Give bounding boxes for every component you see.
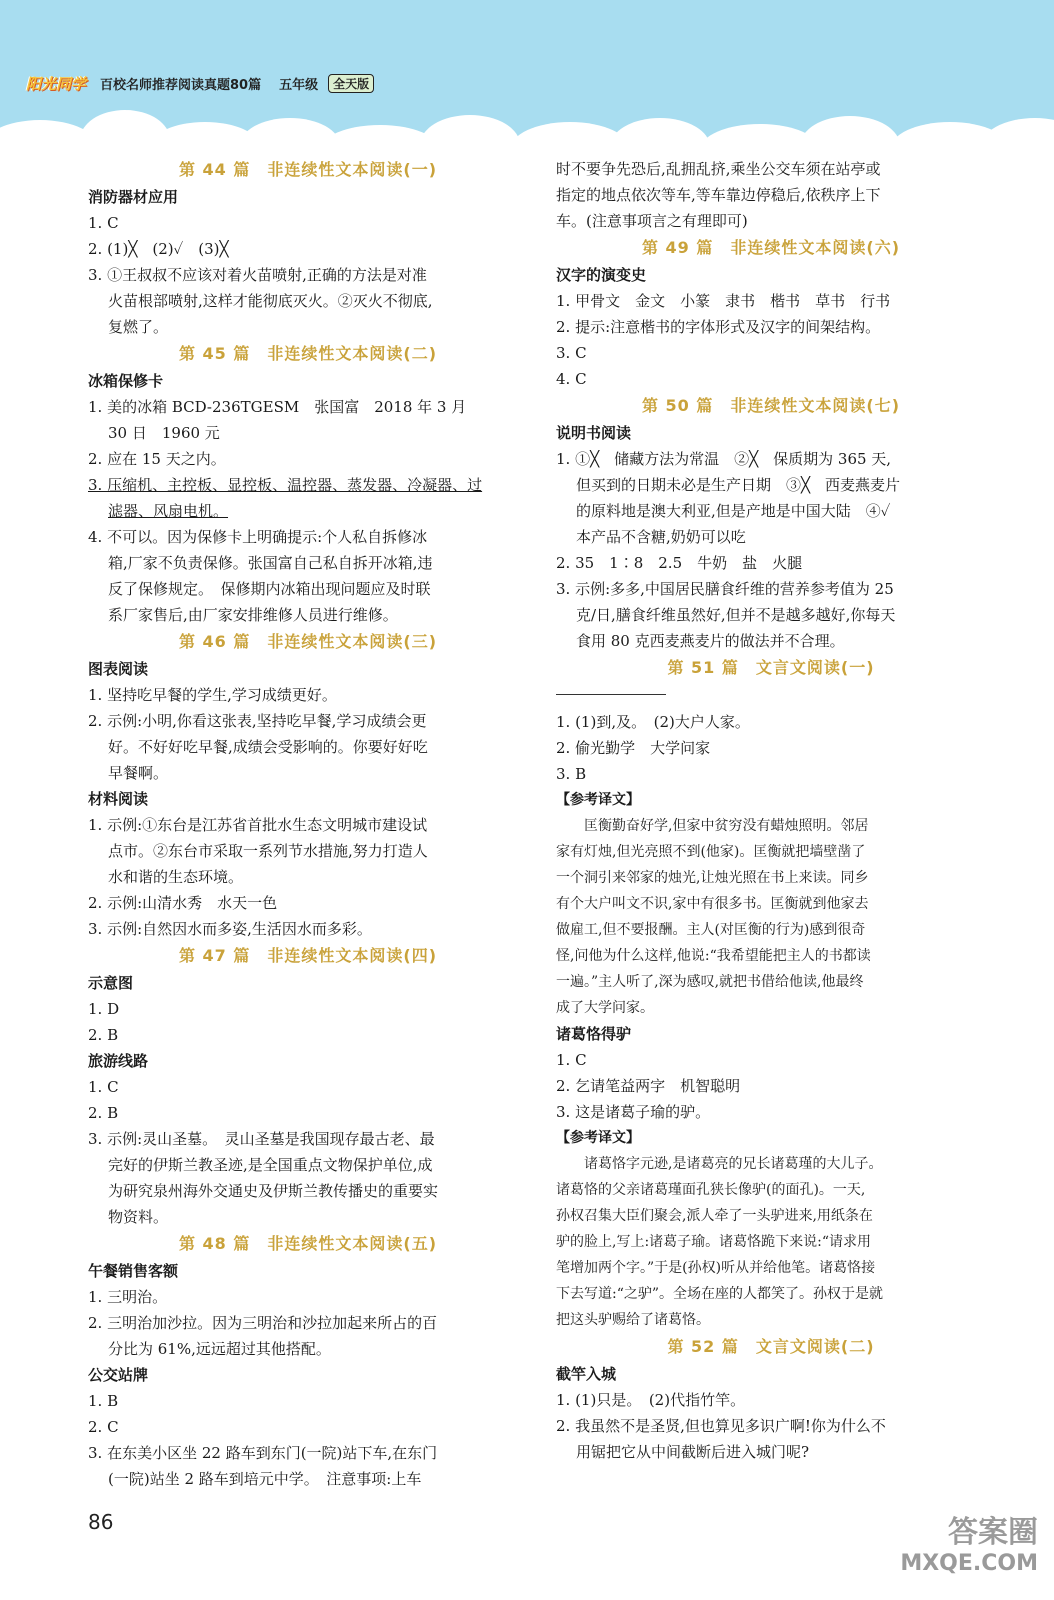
answer-line: 3. 示例:自然因水而多姿,生活因水而多彩。 xyxy=(88,920,372,938)
answer-continuation: 完好的伊斯兰教圣迹,是全国重点文物保护单位,成 xyxy=(108,1156,433,1174)
answer-line: 1. 甲骨文 金文 小篆 隶书 楷书 草书 行书 xyxy=(556,292,891,310)
translation-line: 成了大学问家。 xyxy=(556,1000,654,1016)
answer-continuation: 食用 80 克西麦燕麦片的做法并不合理。 xyxy=(576,632,845,650)
answer-line: 2. 乞请笔益两字 机智聪明 xyxy=(556,1077,741,1095)
answer-line: 1. C xyxy=(88,1078,119,1096)
section-heading: 第 51 篇 文言文阅读(一) xyxy=(667,658,875,677)
answer-line: 2. 应在 15 天之内。 xyxy=(88,450,226,468)
answer-line: 1. D xyxy=(88,1000,120,1018)
section-heading: 第 47 篇 非连续性文本阅读(四) xyxy=(178,946,438,965)
answer-line: 2. C xyxy=(88,1418,119,1436)
answer-blank xyxy=(556,694,666,709)
edition-badge: 全天版 xyxy=(328,74,374,93)
answer-line: 2. 偷光勤学 大学问家 xyxy=(556,739,711,757)
watermark-logo xyxy=(858,1516,1038,1588)
watermark-url: MXQE.COM xyxy=(900,1551,1038,1576)
translation-line: 一遍。”主人听了,深为感叹,就把书借给他读,他最终 xyxy=(556,974,864,990)
answer-line: 2. 提示:注意楷书的字体形式及汉字的间架结构。 xyxy=(556,318,881,336)
answer-continuation: 滤器、风扇电机。 xyxy=(108,502,229,520)
answer-continuation: 的原料地是澳大利亚,但是产地是中国大陆 ④✓ xyxy=(576,502,891,520)
subsection-title: 材料阅读 xyxy=(88,790,149,808)
answer-line: 2. 35 1∶8 2.5 牛奶 盐 火腿 xyxy=(556,554,803,572)
subsection-title: 午餐销售客额 xyxy=(88,1262,179,1280)
answer-continuation: 点市。②东台市采取一系列节水措施,努力打造人 xyxy=(108,842,428,860)
answer-line: 3. ①王叔叔不应该对着火苗喷射,正确的方法是对准 xyxy=(88,266,427,284)
translation-line: 诸葛恪的父亲诸葛瑾面孔狭长像驴(的面孔)。一天, xyxy=(556,1182,866,1198)
answer-continuation: 系厂家售后,由厂家安排维修人员进行维修。 xyxy=(108,606,398,624)
translation-line: 孙权召集大臣们聚会,派人牵了一头驴进来,用纸条在 xyxy=(556,1208,873,1224)
subsection-title: 图表阅读 xyxy=(88,660,149,678)
answer-continuation: 用锯把它从中间截断后进入城门呢? xyxy=(576,1443,810,1461)
subsection-title: 示意图 xyxy=(88,974,134,992)
reference-translation-label: 【参考译文】 xyxy=(556,1130,640,1146)
section-heading: 第 49 篇 非连续性文本阅读(六) xyxy=(641,238,901,257)
answer-continuation: 复燃了。 xyxy=(108,318,169,336)
answer-continuation: 但买到的日期未必是生产日期 ③╳ 西麦燕麦片 xyxy=(576,476,901,494)
answer-continuation: 为研究泉州海外交通史及伊斯兰教传播史的重要实 xyxy=(108,1182,439,1200)
answer-line: 1. 三明治。 xyxy=(88,1288,168,1306)
translation-line: 笔增加两个字。”于是(孙权)听从并给他笔。诸葛恪接 xyxy=(556,1260,876,1276)
section-heading: 第 46 篇 非连续性文本阅读(三) xyxy=(178,632,438,651)
answer-line: 2. 我虽然不是圣贤,但也算见多识广啊!你为什么不 xyxy=(556,1417,886,1435)
brand-logo: 阳光同学 xyxy=(26,74,87,93)
answer-line: 1. (1)只是。 (2)代指竹竿。 xyxy=(556,1391,746,1409)
answer-continuation: 火苗根部喷射,这样才能彻底灭火。②灭火不彻底, xyxy=(108,292,433,310)
answer-line: 时不要争先恐后,乱拥乱挤,乘坐公交车须在站亭或 xyxy=(556,160,881,178)
answer-continuation: 本产品不含糖,奶奶可以吃 xyxy=(576,528,746,546)
subsection-title: 公交站牌 xyxy=(88,1366,149,1384)
translation-line: 驴的脸上,写上:诸葛子瑜。诸葛恪跪下来说:“请求用 xyxy=(556,1234,872,1250)
subsection-title: 冰箱保修卡 xyxy=(88,372,164,390)
page-number: 86 xyxy=(88,1510,114,1534)
answer-continuation: 克/日,膳食纤维虽然好,但并不是越多越好,你每天 xyxy=(576,606,896,624)
translation-line: 匡衡勤奋好学,但家中贫穷没有蜡烛照明。邻居 xyxy=(556,818,869,834)
answer-continuation: 水和谐的生态环境。 xyxy=(108,868,244,886)
answer-continuation: 物资料。 xyxy=(108,1208,169,1226)
answer-line: 3. B xyxy=(556,765,587,783)
translation-line: 诸葛恪字元逊,是诸葛亮的兄长诸葛瑾的大儿子。 xyxy=(556,1156,883,1172)
translation-line: 做雇工,但不要报酬。主人(对匡衡的行为)感到很奇 xyxy=(556,922,866,938)
answer-line: 2. 示例:小明,你看这张表,坚持吃早餐,学习成绩会更 xyxy=(88,712,427,730)
right-column xyxy=(556,156,986,1465)
subsection-title: 旅游线路 xyxy=(88,1052,149,1070)
section-heading: 第 44 篇 非连续性文本阅读(一) xyxy=(178,160,438,179)
answer-continuation: (一院)站坐 2 路车到培元中学。 注意事项:上车 xyxy=(108,1470,422,1488)
subsection-title: 诸葛恪得驴 xyxy=(556,1025,632,1043)
section-heading: 第 45 篇 非连续性文本阅读(二) xyxy=(178,344,438,363)
answer-line: 2. B xyxy=(88,1026,119,1044)
subsection-title: 汉字的演变史 xyxy=(556,266,647,284)
left-column xyxy=(88,156,528,1492)
answer-line: 3. C xyxy=(556,344,587,362)
running-header xyxy=(22,70,374,96)
translation-line: 家有灯烛,但光亮照不到(他家)。匡衡就把墙壁凿了 xyxy=(556,844,866,860)
answer-line: 1. (1)到,及。 (2)大户人家。 xyxy=(556,713,750,731)
answer-line: 1. C xyxy=(88,214,119,232)
subsection-title: 说明书阅读 xyxy=(556,424,632,442)
grade-label: 五年级 xyxy=(279,77,319,93)
answer-line: 3. 示例:多多,中国居民膳食纤维的营养参考值为 25 xyxy=(556,580,894,598)
answer-line: 3. 示例:灵山圣墓。 灵山圣墓是我国现存最古老、最 xyxy=(88,1130,435,1148)
answer-continuation: 分比为 61%,远远超过其他搭配。 xyxy=(108,1340,331,1358)
answer-line: 1. 美的冰箱 BCD-236TGESM 张国富 2018 年 3 月 xyxy=(88,398,467,416)
translation-line: 把这头驴赐给了诸葛恪。 xyxy=(556,1312,710,1328)
answer-continuation: 30 日 1960 元 xyxy=(108,424,220,442)
translation-line: 有个大户叫文不识,家中有很多书。匡衡就到他家去 xyxy=(556,896,869,912)
answer-line: 3. 压缩机、主控板、显控板、温控器、蒸发器、冷凝器、过 xyxy=(88,476,483,494)
answer-continuation: 好。不好好吃早餐,成绩会受影响的。你要好好吃 xyxy=(108,738,428,756)
answer-line: 车。(注意事项言之有理即可) xyxy=(556,212,748,230)
watermark-text: 答案圈 xyxy=(948,1515,1038,1550)
translation-line: 一个洞引来邻家的烛光,让烛光照在书上来读。同乡 xyxy=(556,870,869,886)
answer-continuation: 早餐啊。 xyxy=(108,764,169,782)
answer-line: 4. C xyxy=(556,370,587,388)
answer-line: 2. B xyxy=(88,1104,119,1122)
answer-line: 4. 不可以。因为保修卡上明确提示:个人私自拆修冰 xyxy=(88,528,428,546)
answer-line: 1. ①╳ 储藏方法为常温 ②╳ 保质期为 365 天, xyxy=(556,450,892,468)
answer-line: 1. 坚持吃早餐的学生,学习成绩更好。 xyxy=(88,686,337,704)
section-heading: 第 50 篇 非连续性文本阅读(七) xyxy=(641,396,901,415)
section-heading: 第 48 篇 非连续性文本阅读(五) xyxy=(178,1234,438,1253)
subsection-title: 截竿入城 xyxy=(556,1365,617,1383)
answer-line: 2. 三明治加沙拉。因为三明治和沙拉加起来所占的百 xyxy=(88,1314,438,1332)
answer-continuation: 反了保修规定。 保修期内冰箱出现问题应及时联 xyxy=(108,580,431,598)
answer-line: 1. B xyxy=(88,1392,119,1410)
translation-line: 下去写道:“之驴”。全场在座的人都笑了。孙权于是就 xyxy=(556,1286,884,1302)
answer-line: 1. C xyxy=(556,1051,587,1069)
answer-line: 3. 在东美小区坐 22 路车到东门(一院)站下车,在东门 xyxy=(88,1444,438,1462)
answer-line: 3. 这是诸葛子瑜的驴。 xyxy=(556,1103,711,1121)
answer-line: 1. 示例:①东台是江苏省首批水生态文明城市建设试 xyxy=(88,816,428,834)
section-heading: 第 52 篇 文言文阅读(二) xyxy=(667,1337,875,1356)
translation-line: 怪,问他为什么这样,他说:“我希望能把主人的书都读 xyxy=(556,948,871,964)
answer-line: 2. 示例:山清水秀 水天一色 xyxy=(88,894,278,912)
reference-translation-label: 【参考译文】 xyxy=(556,792,640,808)
series-title: 百校名师推荐阅读真题80篇 xyxy=(100,77,262,93)
answer-line: 2. (1)╳ (2)✓ (3)╳ xyxy=(88,240,229,258)
subsection-title: 消防器材应用 xyxy=(88,188,179,206)
answer-continuation: 箱,厂家不负责保修。张国富自己私自拆开冰箱,违 xyxy=(108,554,433,572)
answer-line: 指定的地点依次等车,等车靠边停稳后,依秩序上下 xyxy=(556,186,881,204)
